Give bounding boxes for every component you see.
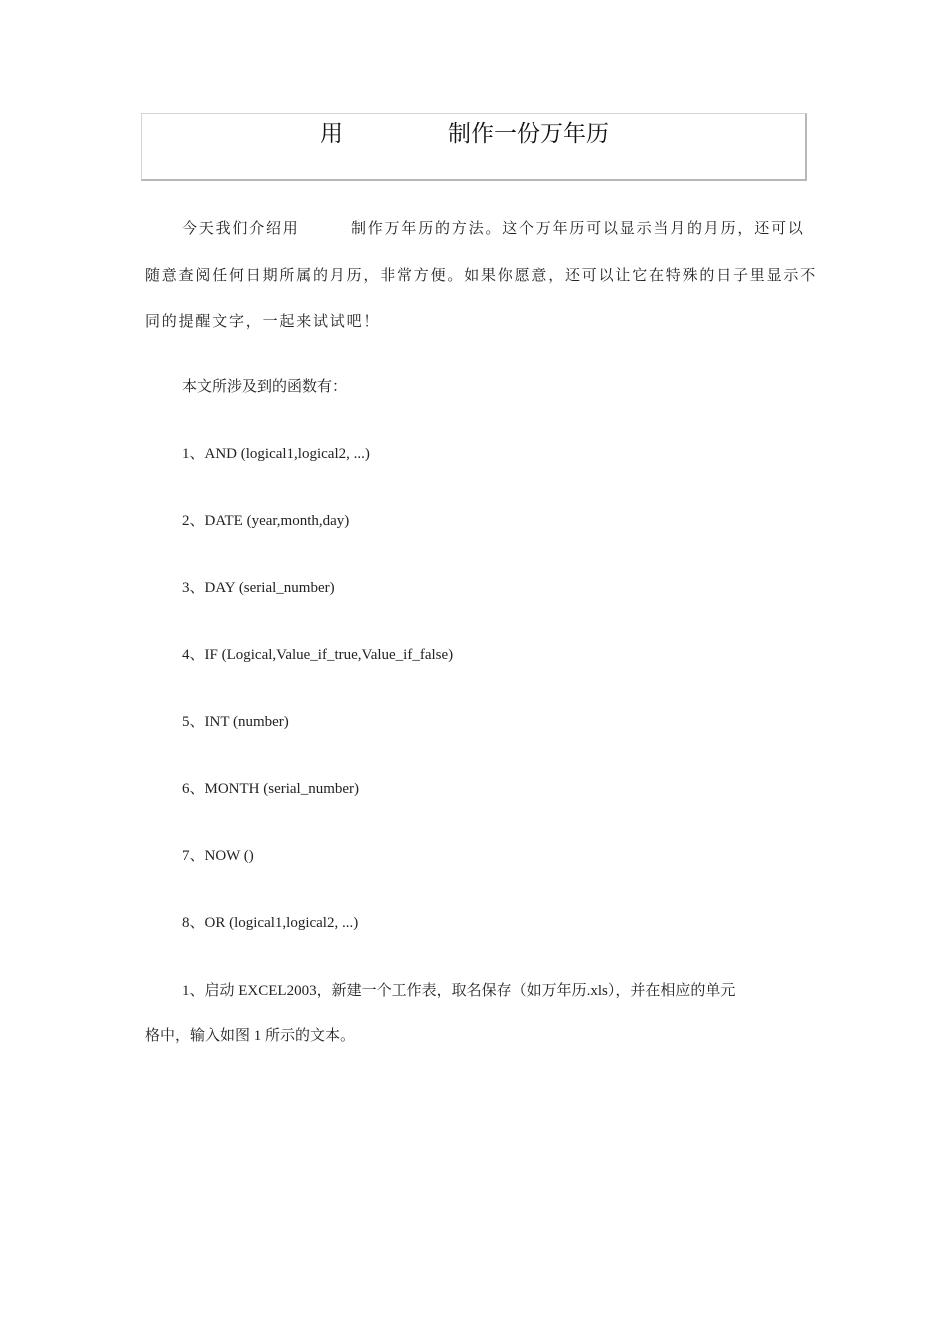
function-item: 6、MONTH (serial_number) (182, 781, 360, 797)
functions-heading: 本文所涉及到的函数有： (182, 377, 348, 395)
function-item: 1、AND (logical1,logical2, ...) (182, 446, 370, 462)
intro-line3: 同的提醒文字，一起来试试吧！ (145, 312, 381, 330)
intro-line1-a: 今天我们介绍用 (182, 219, 300, 237)
step1-line2: 格中，输入如图 1 所示的文本。 (145, 1028, 356, 1044)
intro-line2: 随意查阅任何日期所属的月历，非常方便。如果你愿意，还可以让它在特殊的日子里显示不 (145, 266, 818, 284)
function-item: 2、DATE (year,month,day) (182, 513, 350, 529)
function-item: 4、IF (Logical,Value_if_true,Value_if_false) (182, 647, 454, 663)
page-title-part1: 用 (320, 121, 343, 147)
page-title-part2: 制作一份万年历 (448, 121, 609, 147)
title-box (141, 113, 807, 181)
function-item: 7、NOW () (182, 848, 254, 864)
intro-line1-b: 制作万年历的方法。这个万年历可以显示当月的月历，还可以 (351, 219, 805, 237)
step1-line1: 1、启动 EXCEL2003，新建一个工作表，取名保存（如万年历.xls），并在相应的单元 (182, 983, 736, 999)
function-item: 3、DAY (serial_number) (182, 580, 335, 596)
function-item: 5、INT (number) (182, 714, 289, 730)
function-item: 8、OR (logical1,logical2, ...) (182, 915, 359, 931)
